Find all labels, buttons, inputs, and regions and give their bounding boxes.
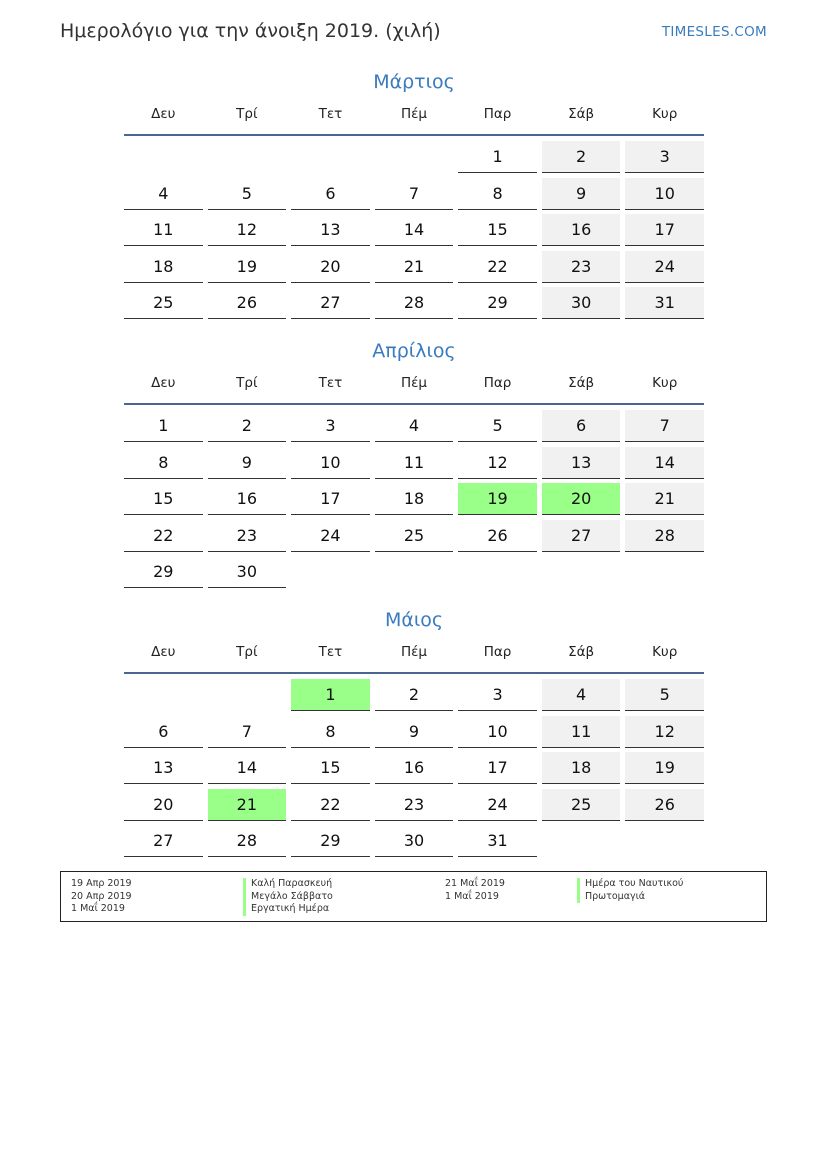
empty-cell: [542, 556, 621, 587]
day-cell: 17: [291, 483, 370, 515]
day-cell: 2: [542, 141, 621, 173]
legend-date: 21 Μαΐ 2019: [445, 878, 505, 889]
month-title: Απρίλιος: [372, 340, 456, 362]
day-cell: 19: [208, 251, 287, 283]
empty-cell: [291, 556, 370, 587]
day-cell: 16: [375, 752, 454, 784]
day-cell: 27: [542, 520, 621, 552]
day-cell: 9: [208, 447, 287, 479]
month-may: [124, 606, 704, 862]
day-cell: 28: [625, 520, 704, 552]
empty-cell: [375, 556, 454, 587]
weekday-label: Παρ: [483, 644, 512, 660]
legend-date: 19 Απρ 2019: [71, 878, 132, 889]
weekday-label: Κυρ: [652, 106, 678, 122]
day-cell: 8: [124, 447, 203, 479]
day-cell: 10: [458, 716, 537, 748]
day-cell: 17: [458, 752, 537, 784]
day-cell: 2: [208, 410, 287, 442]
empty-cell: [124, 141, 203, 172]
day-cell: 20: [542, 483, 621, 515]
weekday-label: Τετ: [318, 106, 343, 122]
day-cell: 14: [208, 752, 287, 784]
day-cell: 29: [124, 556, 203, 588]
day-cell: 16: [542, 214, 621, 246]
legend-date: 1 Μαΐ 2019: [71, 903, 125, 915]
weekday-header: [124, 373, 704, 405]
day-cell: 3: [625, 141, 704, 173]
day-grid: [124, 410, 704, 593]
weekday-header: [124, 104, 704, 136]
day-cell: 26: [625, 789, 704, 821]
day-cell: 22: [458, 251, 537, 283]
day-cell: 29: [458, 287, 537, 319]
weekday-label: Κυρ: [652, 375, 678, 391]
day-cell: 27: [291, 287, 370, 319]
day-cell: 4: [124, 178, 203, 210]
day-cell: 7: [625, 410, 704, 442]
day-cell: 11: [375, 447, 454, 479]
day-cell: 9: [542, 178, 621, 210]
day-cell: 24: [291, 520, 370, 552]
day-cell: 21: [375, 251, 454, 283]
weekday-label: Πέμ: [400, 106, 428, 122]
day-cell: 6: [124, 716, 203, 748]
day-cell: 1: [458, 141, 537, 173]
day-cell: 25: [542, 789, 621, 821]
day-cell: 8: [458, 178, 537, 210]
day-cell: 18: [375, 483, 454, 515]
day-cell: 23: [208, 520, 287, 552]
day-cell: 31: [625, 287, 704, 319]
weekday-label: Πέμ: [400, 375, 428, 391]
legend-holiday-name: Πρωτομαγιά: [577, 891, 683, 904]
weekday-header: [124, 642, 704, 674]
day-cell: 16: [208, 483, 287, 515]
empty-cell: [542, 825, 621, 856]
month-title: Μάιος: [384, 609, 444, 631]
holiday-legend: [60, 871, 767, 922]
day-cell: 18: [542, 752, 621, 784]
day-cell: 10: [291, 447, 370, 479]
month-march: [124, 68, 704, 324]
empty-cell: [208, 679, 287, 710]
day-cell: 9: [375, 716, 454, 748]
weekday-label: Δευ: [151, 106, 176, 122]
day-cell: 8: [291, 716, 370, 748]
weekday-label: Τετ: [318, 644, 343, 660]
day-cell: 1: [124, 410, 203, 442]
day-cell: 15: [291, 752, 370, 784]
day-cell: 22: [291, 789, 370, 821]
legend-date: 20 Απρ 2019: [71, 890, 132, 902]
month-april: [124, 337, 704, 593]
day-cell: 6: [542, 410, 621, 442]
legend-dates-col-2: [445, 878, 505, 903]
day-cell: 13: [124, 752, 203, 784]
day-cell: 21: [625, 483, 704, 515]
day-cell: 1: [291, 679, 370, 711]
day-cell: 24: [458, 789, 537, 821]
day-cell: 22: [124, 520, 203, 552]
weekday-label: Σάβ: [568, 644, 595, 660]
weekday-label: Τρί: [236, 644, 258, 660]
empty-cell: [625, 825, 704, 856]
day-cell: 18: [124, 251, 203, 283]
day-cell: 19: [625, 752, 704, 784]
day-cell: 10: [625, 178, 704, 210]
weekday-label: Παρ: [483, 375, 512, 391]
weekday-label: Τρί: [236, 375, 258, 391]
day-cell: 11: [542, 716, 621, 748]
weekday-label: Δευ: [151, 644, 176, 660]
day-cell: 12: [208, 214, 287, 246]
day-cell: 29: [291, 825, 370, 857]
day-cell: 7: [208, 716, 287, 748]
day-cell: 27: [124, 825, 203, 857]
day-cell: 23: [542, 251, 621, 283]
legend-names-col-1: [243, 878, 333, 916]
day-cell: 30: [542, 287, 621, 319]
day-cell: 13: [542, 447, 621, 479]
day-cell: 30: [208, 556, 287, 588]
brand-link[interactable]: TIMESLES.COM: [661, 24, 767, 40]
empty-cell: [458, 556, 537, 587]
legend-holiday-name: Ημέρα του Ναυτικού: [577, 878, 683, 891]
legend-date: 1 Μαΐ 2019: [445, 890, 499, 902]
weekday-label: Τρί: [236, 106, 258, 122]
day-cell: 20: [291, 251, 370, 283]
day-cell: 28: [375, 287, 454, 319]
day-cell: 4: [542, 679, 621, 711]
empty-cell: [124, 679, 203, 710]
day-cell: 12: [625, 716, 704, 748]
day-cell: 31: [458, 825, 537, 857]
legend-holiday-name: Εργατική Ημέρα: [243, 903, 333, 916]
day-cell: 23: [375, 789, 454, 821]
weekday-label: Σάβ: [568, 106, 595, 122]
day-cell: 19: [458, 483, 537, 515]
day-cell: 30: [375, 825, 454, 857]
day-cell: 17: [625, 214, 704, 246]
day-cell: 26: [208, 287, 287, 319]
day-cell: 14: [625, 447, 704, 479]
day-cell: 28: [208, 825, 287, 857]
empty-cell: [208, 141, 287, 172]
day-cell: 21: [208, 789, 287, 821]
day-cell: 5: [458, 410, 537, 442]
empty-cell: [291, 141, 370, 172]
day-cell: 12: [458, 447, 537, 479]
legend-names-col-2: [577, 878, 683, 903]
day-cell: 6: [291, 178, 370, 210]
legend-holiday-name: Μεγάλο Σάββατο: [243, 891, 333, 904]
day-cell: 13: [291, 214, 370, 246]
empty-cell: [375, 141, 454, 172]
legend-holiday-name: Καλή Παρασκευή: [243, 878, 333, 891]
day-cell: 25: [124, 287, 203, 319]
month-title: Μάρτιος: [373, 71, 455, 93]
day-cell: 2: [375, 679, 454, 711]
day-cell: 26: [458, 520, 537, 552]
weekday-label: Δευ: [151, 375, 176, 391]
weekday-label: Τετ: [318, 375, 343, 391]
day-cell: 3: [291, 410, 370, 442]
day-cell: 15: [124, 483, 203, 515]
weekday-label: Πέμ: [400, 644, 428, 660]
day-grid: [124, 679, 704, 862]
weekday-label: Κυρ: [652, 644, 678, 660]
day-cell: 24: [625, 251, 704, 283]
day-cell: 25: [375, 520, 454, 552]
day-cell: 20: [124, 789, 203, 821]
page-title: Ημερολόγιο για την άνοιξη 2019. (χιλή): [60, 20, 441, 42]
day-cell: 3: [458, 679, 537, 711]
day-cell: 7: [375, 178, 454, 210]
day-cell: 5: [208, 178, 287, 210]
empty-cell: [625, 556, 704, 587]
day-cell: 14: [375, 214, 454, 246]
day-cell: 5: [625, 679, 704, 711]
legend-dates-col-1: [71, 878, 132, 916]
weekday-label: Σάβ: [568, 375, 595, 391]
day-cell: 4: [375, 410, 454, 442]
day-cell: 11: [124, 214, 203, 246]
day-cell: 15: [458, 214, 537, 246]
weekday-label: Παρ: [483, 106, 512, 122]
day-grid: [124, 141, 704, 324]
